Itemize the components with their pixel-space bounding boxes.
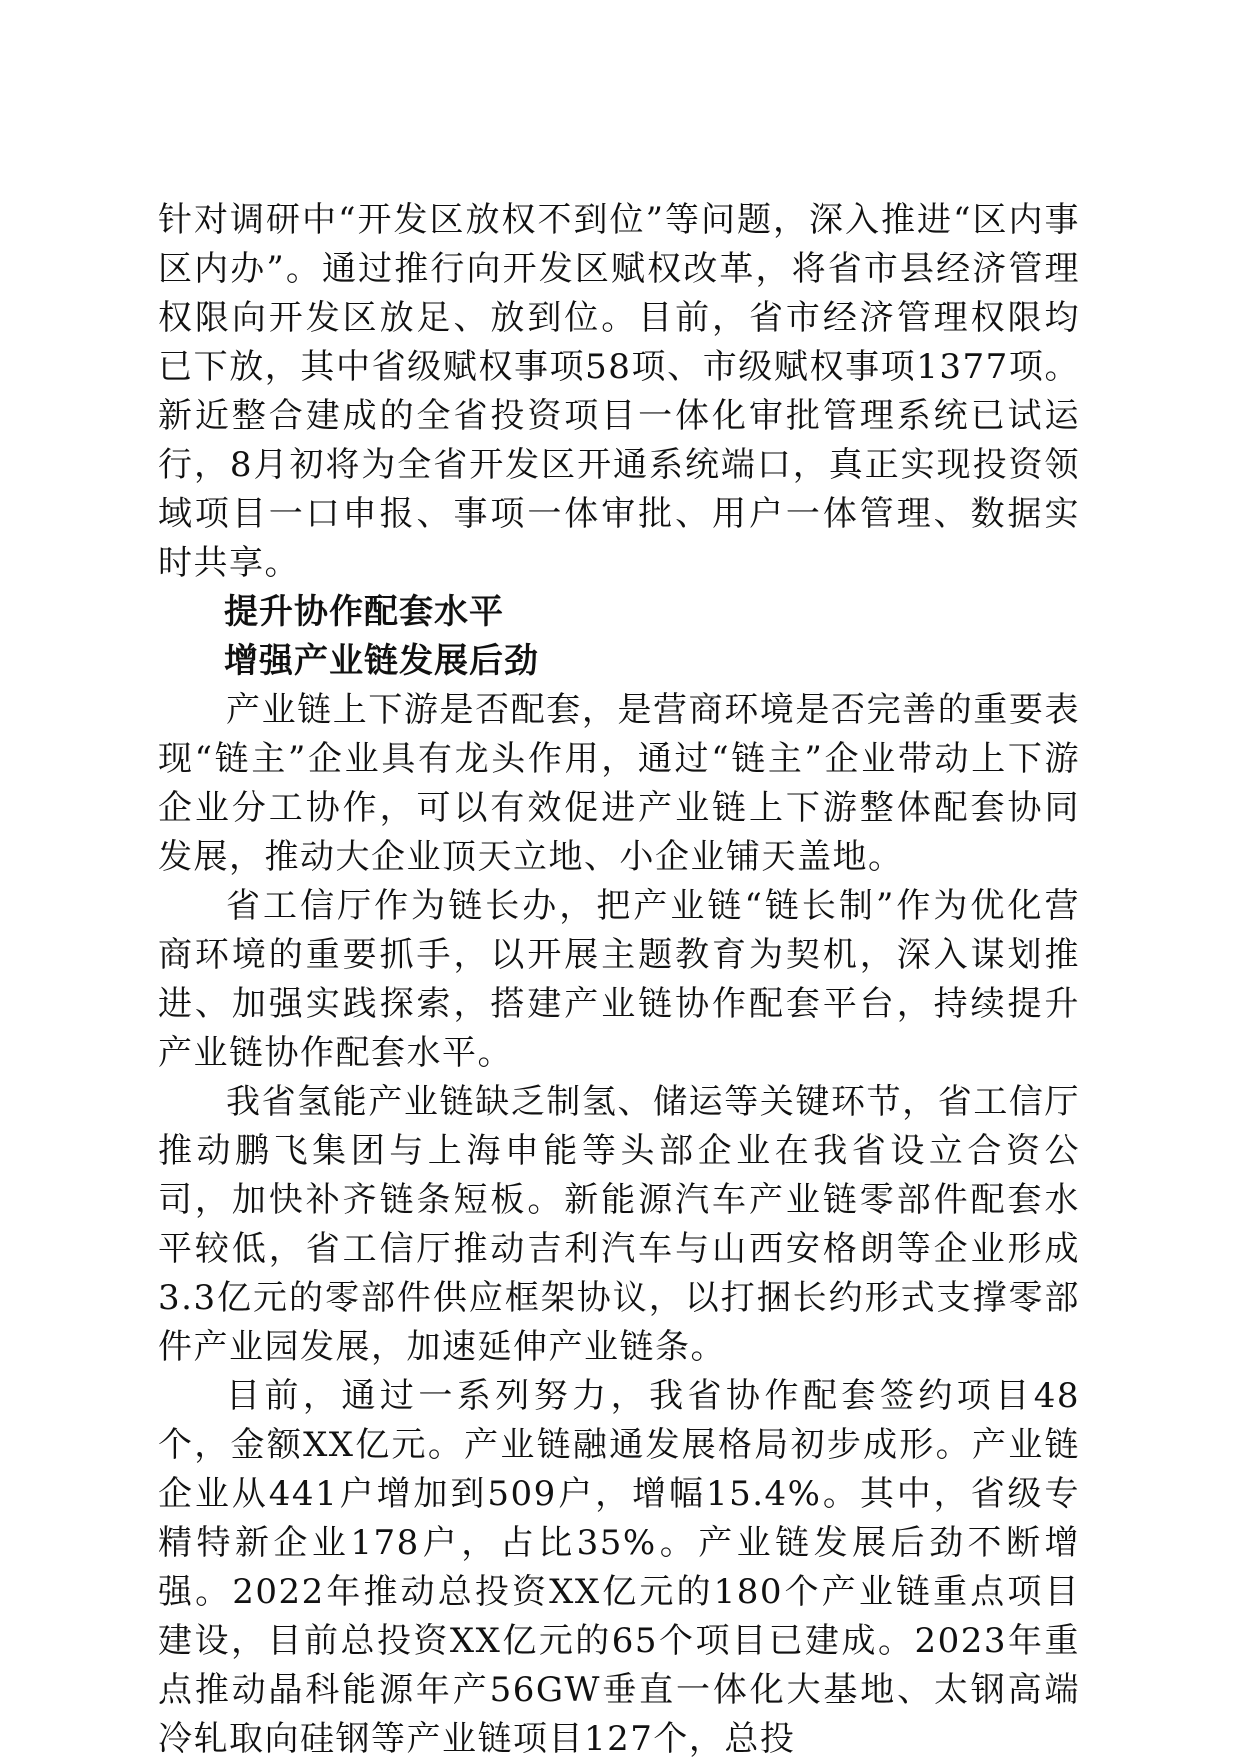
paragraph-results: 目前，通过一系列努力，我省协作配套签约项目48个，金额XX亿元。产业链融通发展格局初步成形。产业链企业从441户增加到509户，增幅15.4%。其中，省级专精特新企业178户，占比35%。产业链发展后劲不断增强。2022年推动总投资XX亿元的180个产业链重点项目建设，目前总投资XX亿元的65个项目已建成。2023年重点推动晶科能源年产56GW垂直一体化大基地、太钢高端冷轧取向硅钢等产业链项目127个，总投 bbox=[158, 1376, 1080, 1759]
paragraph-hydrogen-ev: 我省氢能产业链缺乏制氢、储运等关键环节，省工信厅推动鹏飞集团与上海申能等头部企业在我省设立合资公司，加快补齐链条短板。新能源汽车产业链零部件配套水平较低，省工信厅推动吉利汽车与山西安格朗等企业形成3.3亿元的零部件供应框架协议，以打捆长约形式支撑零部件产业园发展，加速延伸产业链条。 bbox=[158, 1082, 1080, 1367]
paragraph-chain-leader: 省工信厅作为链长办，把产业链“链长制”作为优化营商环境的重要抓手，以开展主题教育为契机，深入谋划推进、加强实践探索，搭建产业链协作配套平台，持续提升产业链协作配套水平。 bbox=[158, 886, 1080, 1073]
section-heading-line-1: 提升协作配套水平 bbox=[224, 592, 504, 632]
paragraph-continued: 针对调研中“开发区放权不到位”等问题，深入推进“区内事区内办”。通过推行向开发区赋权改革，将省市县经济管理权限向开发区放足、放到位。目前，省市经济管理权限均已下放，其中省级赋权事项58项、市级赋权事项1377项。新近整合建成的全省投资项目一体化审批管理系统已试运行，8月初将为全省开发区开通系统端口，真正实现投资领域项目一口申报、事项一体审批、用户一体管理、数据实时共享。 bbox=[158, 200, 1080, 583]
section-heading-line-2: 增强产业链发展后劲 bbox=[224, 641, 539, 681]
document-body bbox=[158, 196, 1080, 1764]
paragraph-industry-chain: 产业链上下游是否配套，是营商环境是否完善的重要表现“链主”企业具有龙头作用，通过“链主”企业带动上下游企业分工协作，可以有效促进产业链上下游整体配套协同发展，推动大企业顶天立地、小企业铺天盖地。 bbox=[158, 690, 1080, 877]
